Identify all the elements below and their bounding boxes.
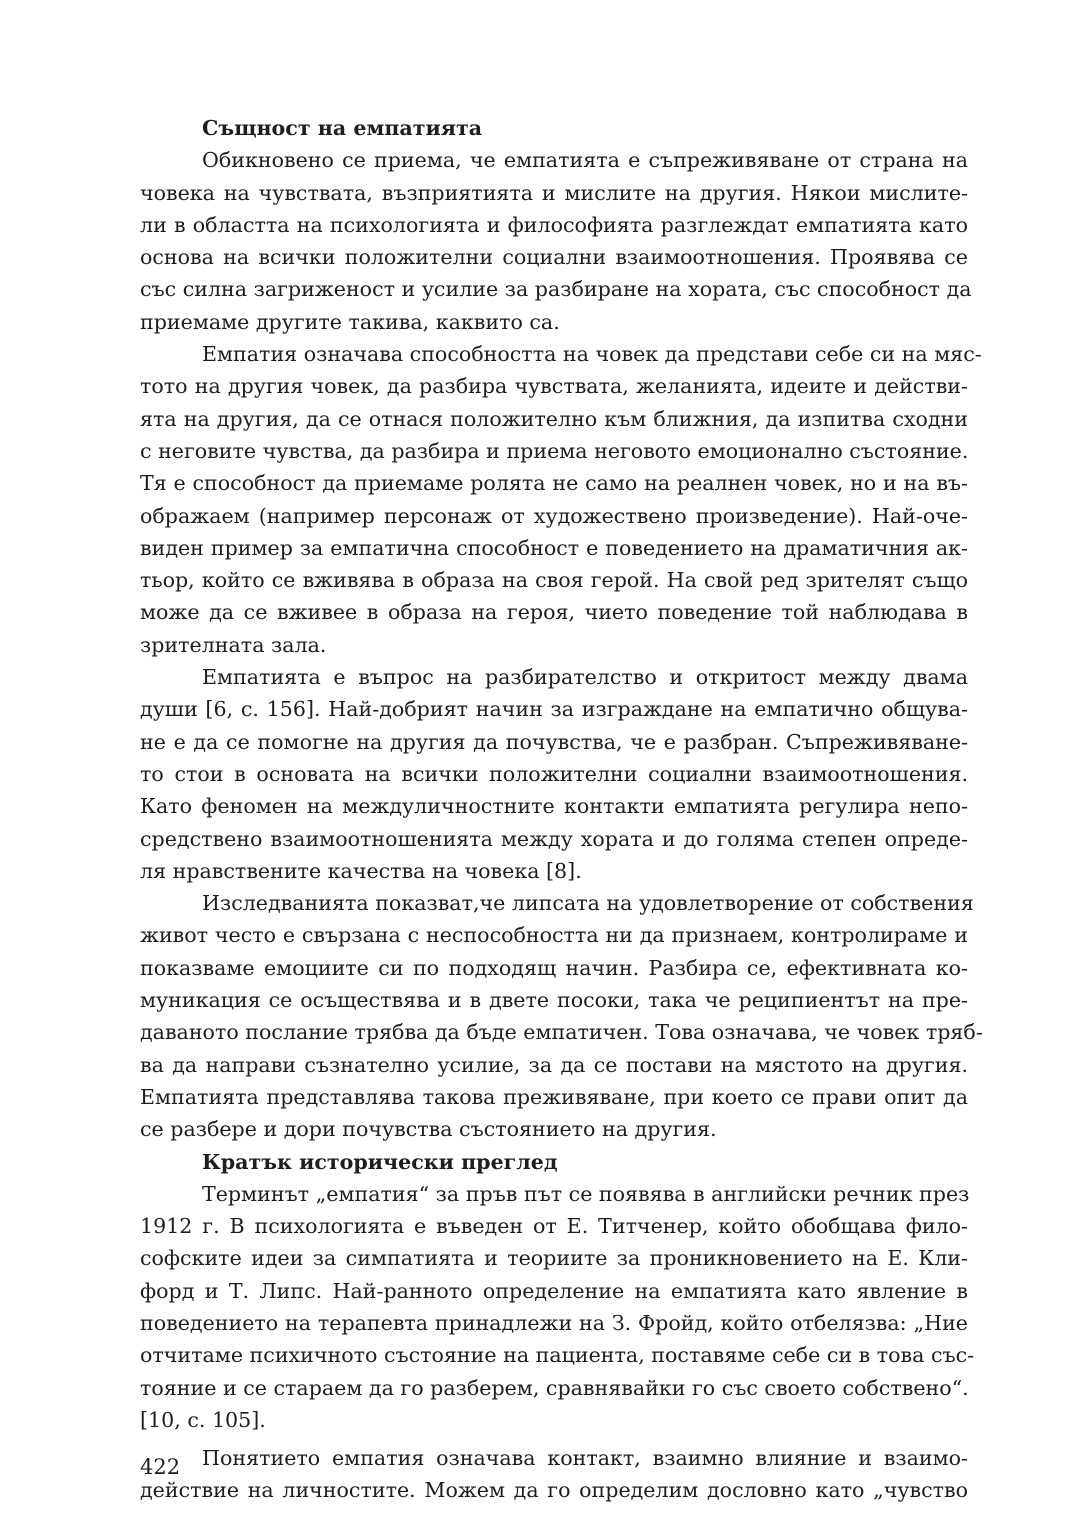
text-line: Понятието емпатия означава контакт, взаимно влияние и взаимо- [202, 1446, 968, 1471]
text-line: ображаем (например персонаж от художествено произведение). Най-оче- [140, 503, 968, 528]
text-line: не е да се помогне на другия да почувства, че е разбран. Съпреживяване- [140, 729, 968, 754]
text-line: форд и Т. Липс. Най-ранното определение на емпатията като явление в [140, 1278, 968, 1303]
text-line: средствено взаимоотношенията между хората и до голяма степен опреде- [140, 826, 968, 851]
text-line: [10, с. 105]. [140, 1407, 266, 1432]
text-line: ята на другия, да се отнася положително към ближния, да изпитва сходни [140, 406, 968, 431]
text-line: Емпатията представлява такова преживяване, при което се прави опит да [140, 1084, 968, 1109]
text-line: се разбере и дори почувства състоянието на другия. [140, 1117, 717, 1142]
text-line: муникация се осъществява и в двете посоки, така че реципиентът на пре- [140, 988, 968, 1013]
text-line: Обикновено се приема, че емпатията е съпреживяване от страна на [202, 148, 968, 173]
text-line: то стои в основата на всички положителни социални взаимоотношения. [140, 761, 968, 786]
text-line: тото на другия човек, да разбира чувствата, желанията, идеите и действи- [140, 374, 968, 399]
text-line: отчитаме психичното състояние на пациента, поставяме себе си в това със- [140, 1343, 975, 1368]
text-line: ля нравствените качества на човека [8]. [140, 858, 582, 883]
text-line: 1912 г. В психологията е въведен от Е. Титченер, който обобщава фило- [140, 1214, 968, 1239]
section-heading: Същност на емпатията [202, 116, 483, 140]
page-number: 422 [140, 1455, 181, 1479]
text-line: Тя е способност да приемаме ролята не само на реалнен човек, но и на въ- [140, 471, 968, 496]
text-line: тояние и се стараем да го разберем, сравнявайки го със своето собствено“. [140, 1375, 969, 1400]
section-heading: Кратък исторически преглед [202, 1149, 558, 1174]
text-line: даваното послание трябва да бъде емпатичен. Това означава, че човек тряб- [140, 1020, 983, 1045]
text-line: ва да направи съзнателно усилие, за да се постави на мястото на другия. [140, 1052, 968, 1077]
text-line: ли в областта на психологията и философията разглеждат емпатията като [140, 212, 968, 237]
page-body [140, 112, 983, 1507]
paragraph [140, 338, 982, 661]
text-line: Емпатия означава способността на човек да представи себе си на мяс- [202, 342, 982, 367]
text-line: Емпатията е въпрос на разбирателство и откритост между двама [202, 665, 968, 690]
text-line: може да се вживее в образа на героя, чието поведение той наблюдава в [140, 600, 968, 625]
text-line: поведението на терапевта принадлежи на З. Фройд, който отбелязва: „Ние [140, 1310, 968, 1335]
text-line: човека на чувствата, възприятията и мислите на другия. Някои мислите- [140, 180, 968, 205]
text-line: Като феномен на междуличностните контакти емпатията регулира непо- [140, 794, 968, 819]
text-line: виден пример за емпатична способност е поведението на драматичния ак- [140, 535, 968, 560]
text-line: приемаме другите такива, каквито са. [140, 309, 560, 334]
text-line: с неговите чувства, да разбира и приема неговото емоционално състояние. [140, 438, 969, 463]
text-line: със силна загриженост и усилие за разбиране на хората, със способност да [140, 277, 972, 302]
paragraph [140, 887, 983, 1145]
text-line: зрителната зала. [140, 632, 327, 657]
text-line: основа на всички положителни социални взаимоотношения. Проявява се [140, 245, 968, 270]
text-line: Изследванията показват,че липсата на удовлетворение от собствения [202, 891, 974, 916]
paragraph [140, 1442, 968, 1507]
paragraph [140, 144, 972, 338]
text-line: софските идеи за симпатията и теориите за проникновението на Е. Кли- [140, 1246, 968, 1271]
paragraph [140, 661, 968, 887]
text-line: показваме емоциите си по подходящ начин. Разбира се, ефективната ко- [140, 955, 968, 980]
text-line: живот често е свързана с неспособността ни да признаем, контролираме и [140, 923, 968, 948]
text-line: души [6, с. 156]. Най-добрият начин за изграждане на емпатично общува- [140, 697, 968, 722]
text-line: действие на личностите. Можем да го определим дословно като „чувство [140, 1478, 968, 1503]
text-line: Терминът „емпатия“ за пръв път се появява в английски речник през [202, 1181, 970, 1206]
paragraph [140, 1178, 975, 1436]
text-line: тьор, който се вживява в образа на своя герой. На свой ред зрителят също [140, 568, 968, 593]
